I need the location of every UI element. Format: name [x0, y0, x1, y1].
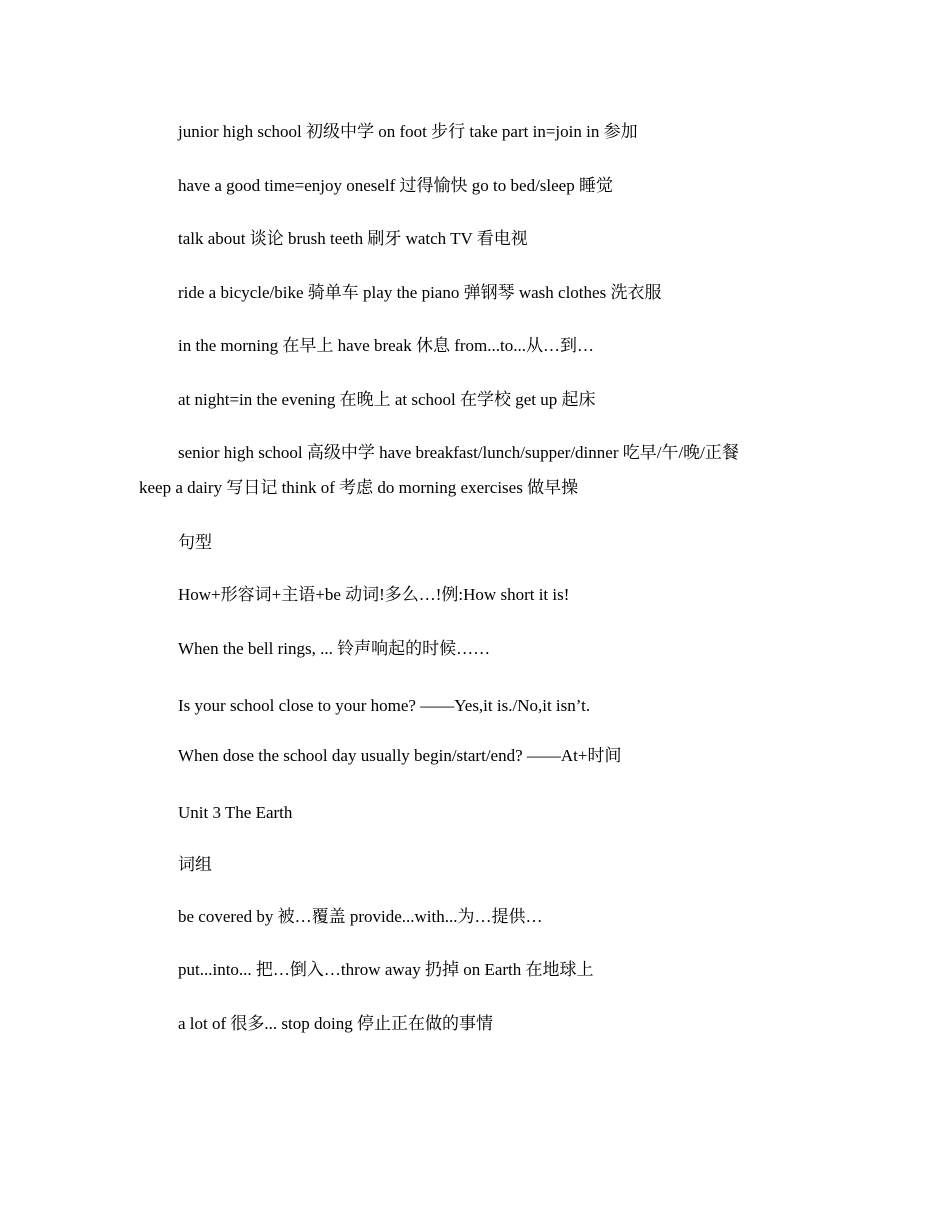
- phrase-line-7: senior high school 高级中学 have breakfast/lunch/supper/dinner 吃早/午/晚/正餐: [178, 443, 739, 462]
- phrase-line-3: talk about 谈论 brush teeth 刷牙 watch TV 看电视: [178, 229, 528, 248]
- phrase-line-5: in the morning 在早上 have break 休息 from...to...从…到…: [178, 336, 594, 355]
- phrase-line-2: have a good time=enjoy oneself 过得愉快 go to bed/sleep 睡觉: [178, 176, 613, 195]
- phrase-line-4: ride a bicycle/bike 骑单车 play the piano 弹钢琴 wash clothes 洗衣服: [178, 283, 662, 302]
- unit-heading: Unit 3 The Earth: [178, 803, 293, 822]
- sentence-line-4: When dose the school day usually begin/start/end? ——At+时间: [178, 746, 622, 765]
- sentence-line-3: Is your school close to your home? ——Yes,it is./No,it isn’t.: [178, 696, 591, 715]
- sentence-line-2: When the bell rings, ... 铃声响起的时候……: [178, 639, 491, 658]
- phrase-line-7-continued: keep a dairy 写日记 think of 考虑 do morning exercises 做早操: [139, 478, 579, 497]
- phrase-line-10: a lot of 很多... stop doing 停止正在做的事情: [178, 1014, 493, 1033]
- section-heading-sentence-patterns: 句型: [178, 533, 212, 552]
- sentence-line-1: How+形容词+主语+be 动词!多么…!例:How short it is!: [178, 585, 570, 604]
- phrase-line-9: put...into... 把…倒入…throw away 扔掉 on Earth 在地球上: [178, 960, 594, 979]
- phrase-line-8: be covered by 被…覆盖 provide...with...为…提供…: [178, 907, 543, 926]
- phrase-line-1: junior high school 初级中学 on foot 步行 take part in=join in 参加: [178, 122, 638, 141]
- section-heading-phrases: 词组: [178, 855, 212, 874]
- phrase-line-6: at night=in the evening 在晚上 at school 在学校 get up 起床: [178, 390, 596, 409]
